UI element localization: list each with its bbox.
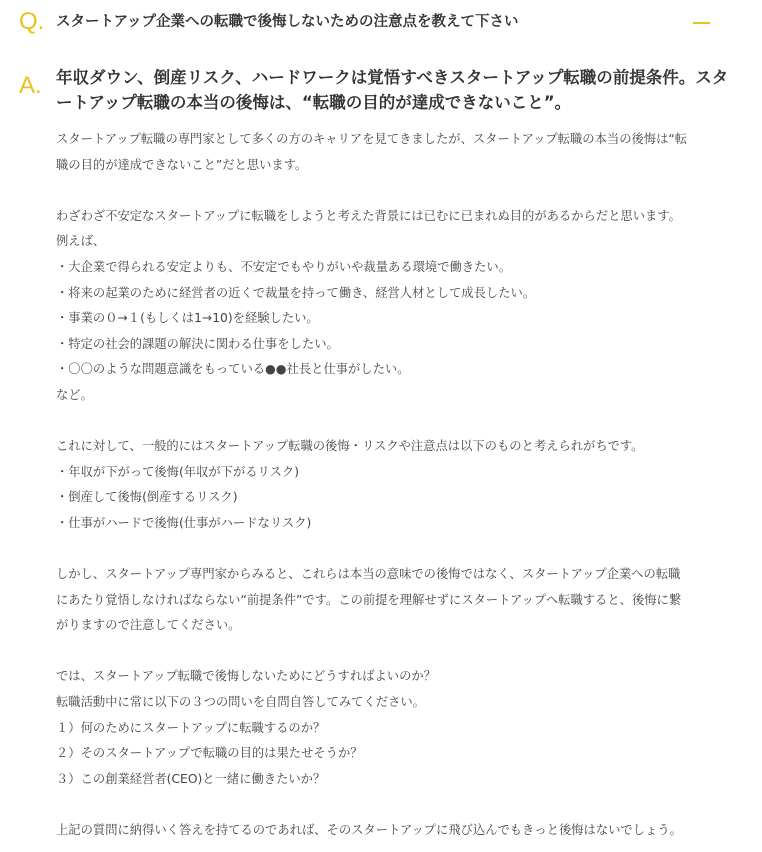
paragraph-gap — [56, 178, 721, 204]
answer-body-line: ・事業の０→１(もしくは1→10)を経験したい。 — [56, 311, 319, 326]
paragraph-gap — [56, 639, 721, 665]
answer-body-line: ３）この創業経営者(CEO)と一緒に働きたいか？ — [56, 771, 326, 786]
answer-headline-line: 年収ダウン、倒産リスク、ハードワークは覚悟すべきスタートアップ転職の前提条件。スタ — [56, 68, 729, 87]
answer-body-line: など。 — [56, 387, 93, 402]
answer-body-line: 職の目的が達成できないこと”だと思います。 — [56, 157, 308, 172]
answer-body-line: ・仕事がハードで後悔(仕事がハードなリスク) — [56, 515, 312, 530]
answer-mark: A. — [19, 72, 42, 99]
question-mark: Q. — [19, 8, 45, 35]
answer-body-line: ・倒産して後悔(倒産するリスク) — [56, 490, 238, 505]
answer-body-line: ・将来の起業のために経営者の近くで裁量を持って働き、経営人材として成長したい。 — [56, 285, 536, 300]
answer-body-line: ２）そのスタートアップで転職の目的は果たせそうか？ — [56, 746, 363, 761]
paragraph-gap — [56, 537, 721, 563]
answer-body-line: では、スタートアップ転職で後悔しないためにどうすればよいのか？ — [56, 669, 436, 684]
answer-body-line: ・〇〇のような問題意識をもっている●●社長と仕事がしたい。 — [56, 362, 410, 377]
answer-body-line: 上記の質問に納得いく答えを持てるのであれば、そのスタートアップに飛び込んでもきっと後悔はないでしょう。 — [56, 823, 682, 838]
answer-headline — [56, 65, 729, 115]
answer-body-line: １）何のためにスタートアップに転職するのか？ — [56, 720, 326, 735]
answer-headline-line: ートアップ転職の本当の後悔は、“転職の目的が達成できないこと”。 — [56, 93, 572, 112]
answer-body-line: しかし、スタートアップ専門家からみると、これらは本当の意味での後悔ではなく、スタートアップ企業への転職 — [56, 567, 681, 582]
answer-body-line: これに対して、一般的にはスタートアップ転職の後悔・リスクや注意点は以下のものと考えられがちです。 — [56, 439, 644, 454]
paragraph-gap — [56, 409, 721, 435]
answer-body-line: ・特定の社会的課題の解決に関わる仕事をしたい。 — [56, 336, 339, 351]
answer-body-line: がりますので注意してください。 — [56, 618, 241, 633]
answer-body-line: スタートアップ転職の専門家として多くの方のキャリアを見てきましたが、スタートアップ転職の本当の後悔は“転 — [56, 132, 688, 146]
answer-body-line: 例えば、 — [56, 234, 106, 249]
answer-body-line: ・年収が下がって後悔(年収が下がるリスク) — [56, 464, 299, 479]
answer-body-line: わざわざ不安定なスタートアップに転職をしようと考えた背景には已むに已まれぬ目的があるからだと思います。 — [56, 208, 681, 223]
answer-body-line: にあたり覚悟しなければならない“前提条件”です。この前提を理解せずにスタートアップへ転職すると、後悔に繋 — [56, 592, 682, 607]
answer-body-line: 転職活動中に常に以下の３つの問いを自問自答してみてください。 — [56, 695, 425, 710]
minus-icon[interactable] — [693, 22, 710, 24]
paragraph-gap — [56, 792, 721, 818]
answer-body-line: ・大企業で得られる安定よりも、不安定でもやりがいや裁量ある環境で働きたい。 — [56, 259, 511, 274]
answer-body — [56, 127, 721, 844]
question-text[interactable]: スタートアップ企業への転職で後悔しないための注意点を教えて下さい — [56, 14, 519, 30]
faq-question-row[interactable] — [0, 0, 762, 48]
